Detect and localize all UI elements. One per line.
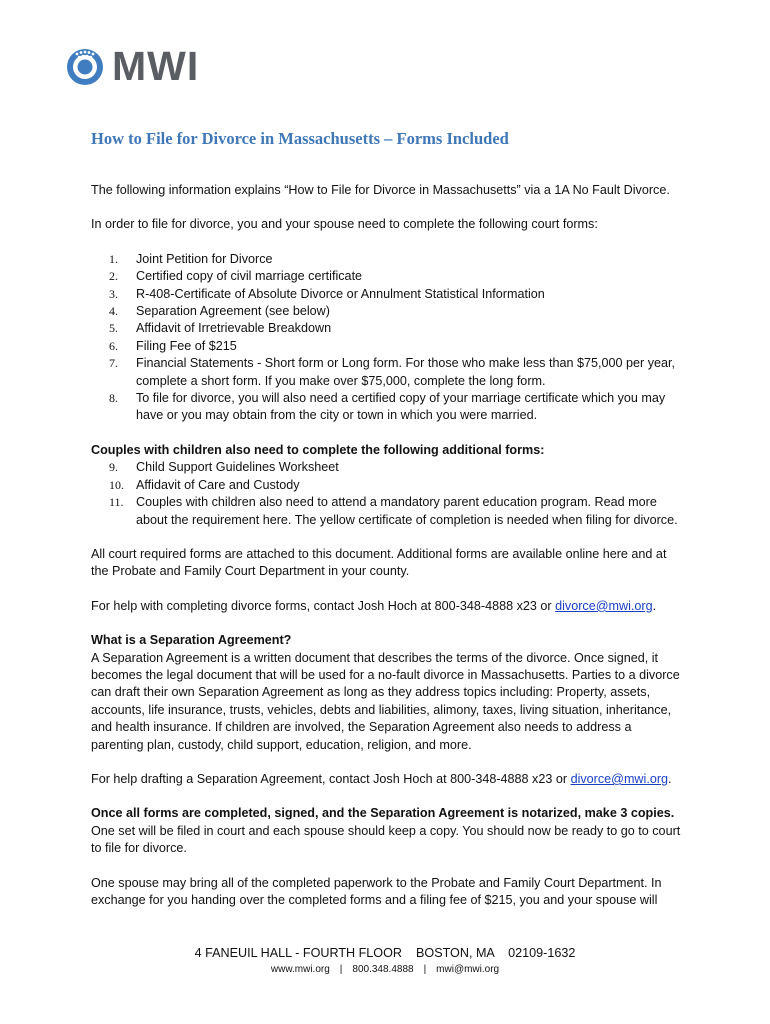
children-forms-heading: Couples with children also need to complete the following additional forms: [91, 442, 545, 457]
help-forms-paragraph: For help with completing divorce forms, contact Josh Hoch at 800-348-4888 x23 or divorce@mwi.org. [91, 598, 657, 613]
list-item: 6. Filing Fee of $215 [109, 338, 237, 353]
list-item: 2. Certified copy of civil marriage certificate [109, 269, 363, 284]
attached-forms-paragraph: All court required forms are attached to this document. Additional forms are available online here and at the Probate and Family Court Department in your county. [91, 546, 667, 579]
forms-intro-paragraph: In order to file for divorce, you and your spouse need to complete the following court forms: [91, 217, 598, 232]
footer-phone: 800.348.4888 [352, 964, 414, 975]
mwi-logo-mark-icon [66, 48, 104, 86]
separation-agreement-heading: What is a Separation Agreement? [91, 633, 292, 648]
page-title: How to File for Divorce in Massachusetts – Forms Included [91, 129, 509, 148]
list-item: 4. Separation Agreement (see below) [109, 304, 330, 319]
logo-wordmark: MWI [112, 43, 200, 89]
divorce-email-link[interactable]: divorce@mwi.org [555, 598, 653, 613]
forms-list [91, 251, 687, 425]
list-item: 11. Couples with children also need to attend a mandatory parent education program. Read more about the requirement here. The yellow certificate of completion is needed when filing for divorce. [109, 495, 678, 527]
footer-website-link[interactable]: www.mwi.org [270, 964, 330, 975]
divorce-email-link[interactable]: divorce@mwi.org [570, 771, 669, 786]
list-item: 1. Joint Petition for Divorce [109, 251, 273, 266]
list-item: 10. Affidavit of Care and Custody [109, 477, 300, 492]
mwi-logo [66, 43, 200, 89]
children-forms-list [91, 459, 687, 529]
intro-paragraph: The following information explains “How to File for Divorce in Massachusetts” via a 1A No Fault Divorce. [91, 183, 670, 197]
footer-contact: www.mwi.org | 800.348.4888 | mwi@mwi.org [270, 964, 500, 975]
footer-address: 4 FANEUIL HALL - FOURTH FLOOR BOSTON, MA 02109-1632 [194, 946, 576, 960]
copies-instruction: Once all forms are completed, signed, and the Separation Agreement is notarized, make 3 copies. [91, 806, 675, 821]
list-item: 5. Affidavit of Irretrievable Breakdown [109, 321, 332, 336]
page-footer [0, 944, 770, 978]
help-separation-paragraph: For help drafting a Separation Agreement, contact Josh Hoch at 800-348-4888 x23 or divorce@mwi.org. [91, 771, 672, 786]
list-item: 9. Child Support Guidelines Worksheet [109, 460, 339, 475]
list-item: 3. R-408-Certificate of Absolute Divorce or Annulment Statistical Information [109, 286, 545, 301]
list-item: 7. Financial Statements - Short form or Long form. For those who make less than $75,000 per year, complete a short form. If you make over $75,000, complete the long form. [109, 356, 675, 388]
separation-agreement-paragraph: A Separation Agreement is a written document that describes the terms of the divorce. Once signed, it becomes the legal document that will be used for a no-fault divorce in Massachusetts. Parties to a divorce can draft their own Separation Agreement as long as they address topics including: Property, assets, accounts, life insurance, trusts, vehicles, debts and liabilities, alimony, taxes, living situation, inheritance, and health insurance. If children are involved, the Separation Agreement also needs to address a parenting plan, custody, child support, education, religion, and more. [91, 650, 680, 752]
copies-paragraph: Once all forms are completed, signed, and the Separation Agreement is notarized, make 3 copies. One set will be filed in court and each spouse should keep a copy. You should now be ready to go to court to file for divorce. [91, 806, 681, 856]
footer-email-link[interactable]: mwi@mwi.org [436, 964, 500, 975]
final-paragraph: One spouse may bring all of the completed paperwork to the Probate and Family Court Department. In exchange for you handing over the completed forms and a filing fee of $215, you and your spouse will [91, 875, 662, 907]
list-item: 8. To file for divorce, you will also need a certified copy of your marriage certificate which you may have or you may obtain from the city or town in which you were married. [109, 391, 666, 423]
document-body [91, 128, 687, 926]
